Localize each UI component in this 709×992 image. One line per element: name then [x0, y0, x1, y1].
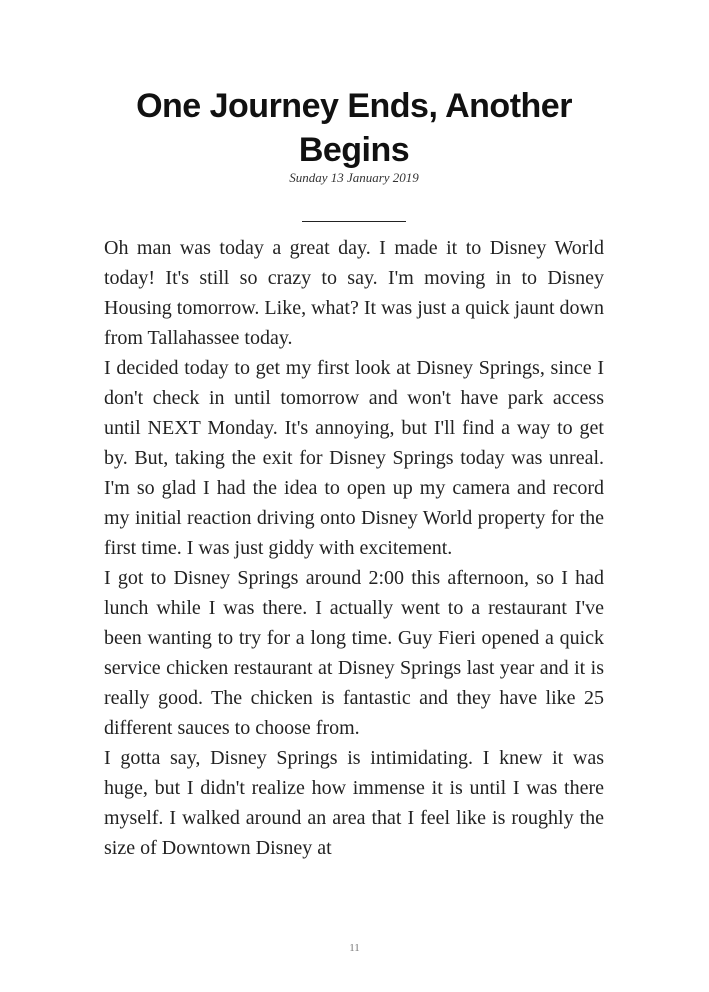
paragraph: Oh man was today a great day. I made it to Disney World today! It's still so crazy to say. I'm moving in to Disney Housing tomorrow. Like, what? It was just a quick jaunt down from Tallahassee today. [104, 237, 604, 349]
title-divider [302, 221, 406, 222]
paragraph: I gotta say, Disney Springs is intimidating. I knew it was huge, but I didn't realize how immense it is until I was there myself. I walked around an area that I feel like is roughly the size of Downtown Disney at [104, 747, 604, 859]
article-body [104, 233, 604, 863]
paragraph: I decided today to get my first look at Disney Springs, since I don't check in until tomorrow and won't have park access until NEXT Monday. It's annoying, but I'll find a way to get by. But, taking the exit for Disney Springs today was unreal. I'm so glad I had the idea to open up my camera and record my initial reaction driving onto Disney World property for the first time. I was just giddy with excitement. [104, 357, 604, 559]
page-title: One Journey Ends, Another Begins [136, 87, 572, 169]
page-number: 11 [349, 942, 360, 954]
post-date: Sunday 13 January 2019 [289, 170, 419, 185]
paragraph: I got to Disney Springs around 2:00 this afternoon, so I had lunch while I was there. I actually went to a restaurant I've been wanting to try for a long time. Guy Fieri opened a quick service chicken restaurant at Disney Springs last year and it is really good. The chicken is fantastic and they have like 25 different sauces to choose from. [104, 567, 604, 739]
